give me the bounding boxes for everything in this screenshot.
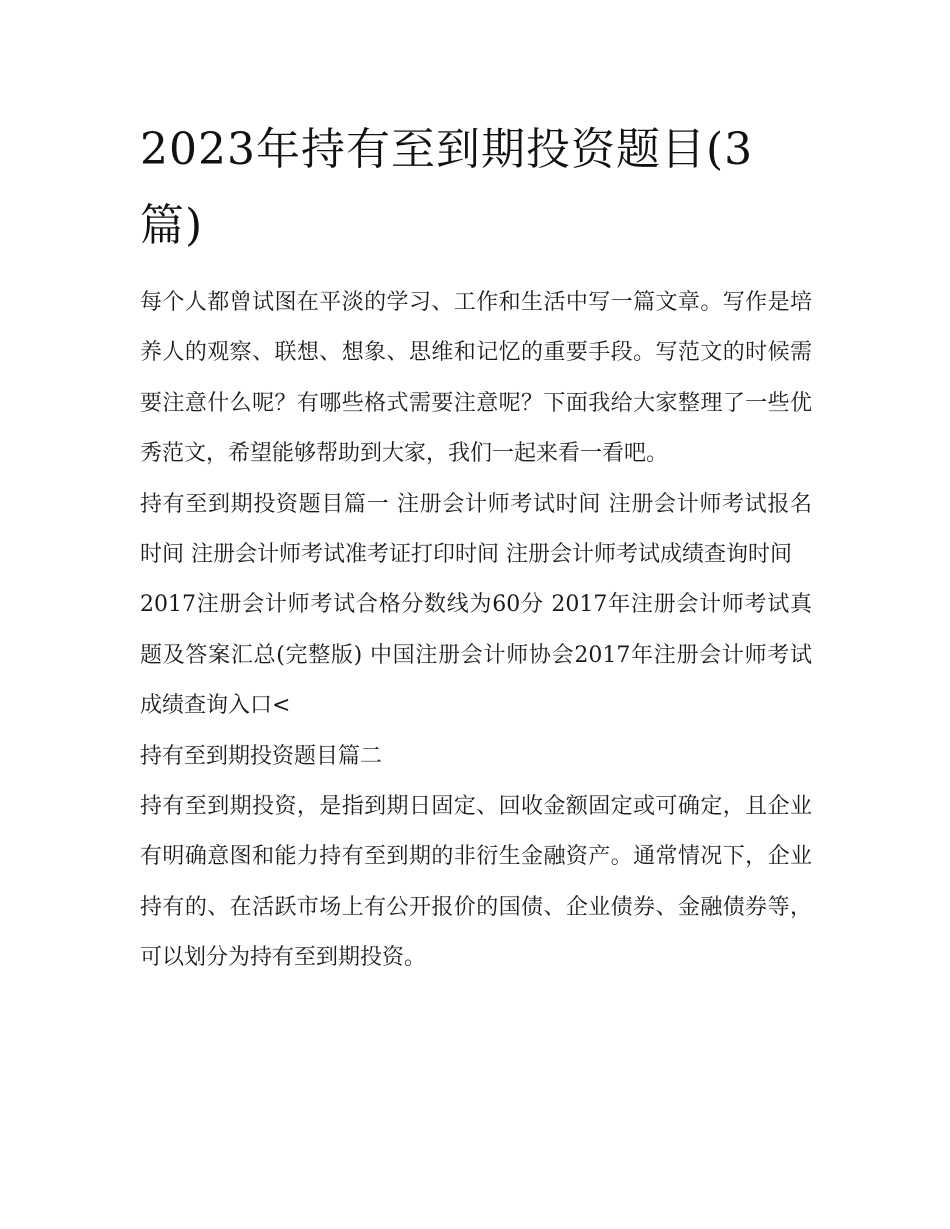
article-two-heading: 持有至到期投资题目篇二 xyxy=(140,743,383,769)
document-body xyxy=(140,112,812,984)
intro-paragraph: 每个人都曾试图在平淡的学习、工作和生活中写一篇文章。写作是培养人的观察、联想、想象、思维和记忆的重要手段。写范文的时候需要注意什么呢？有哪些格式需要注意呢？下面我给大家整理了一些优秀范文，希望能够帮助到大家，我们一起来看一看吧。 xyxy=(140,290,812,467)
document-title: 2023年持有至到期投资题目(3篇) xyxy=(140,124,754,251)
definition-paragraph: 持有至到期投资，是指到期日固定、回收金额固定或可确定，且企业有明确意图和能力持有至到期的非衍生金融资产。通常情况下，企业持有的、在活跃市场上有公开报价的国债、企业债券、金融债券等，可以划分为持有至到期投资。 xyxy=(140,794,812,971)
article-one-paragraph: 持有至到期投资题目篇一 注册会计师考试时间 注册会计师考试报名时间 注册会计师考试准考证打印时间 注册会计师考试成绩查询时间 xyxy=(140,491,812,568)
exam-score-paragraph: 2017注册会计师考试合格分数线为60分 2017年注册会计师考试真题及答案汇总(完整版) 中国注册会计师协会2017年注册会计师考试成绩查询入口< xyxy=(140,592,812,719)
